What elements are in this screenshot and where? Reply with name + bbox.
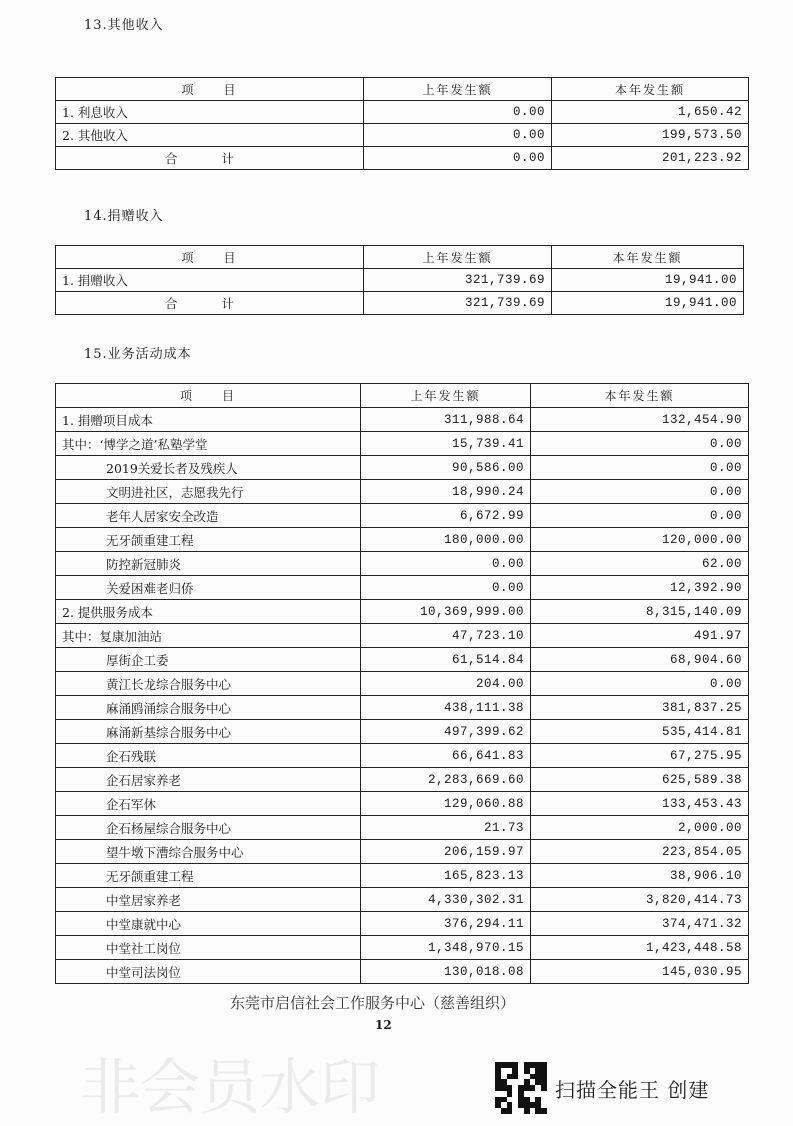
section-13-title: 13.其他收入 (84, 18, 164, 33)
header-curr-year: 本年发生额 (531, 384, 749, 408)
table-row (56, 792, 749, 816)
row-curr: 381,837.25 (531, 696, 749, 720)
watermark: 非会员水印 (80, 1053, 380, 1123)
row-label: 中堂司法岗位 (56, 960, 361, 984)
table-header-row (56, 246, 744, 269)
table-row (56, 504, 749, 528)
row-curr: 0.00 (531, 456, 749, 480)
row-prev: 1,348,970.15 (361, 936, 531, 960)
row-curr: 199,573.50 (552, 124, 749, 147)
row-curr: 19,941.00 (552, 269, 744, 292)
table-row (56, 576, 749, 600)
row-label: 1. 捐赠项目成本 (56, 408, 361, 432)
row-prev: 0.00 (364, 124, 552, 147)
row-curr: 374,471.32 (531, 912, 749, 936)
table-row (56, 408, 749, 432)
row-curr: 2,000.00 (531, 816, 749, 840)
section-14-title: 14.捐赠收入 (84, 209, 164, 224)
row-label: 望牛墩下漕综合服务中心 (56, 840, 361, 864)
row-label: 企石军休 (56, 792, 361, 816)
table-row (56, 269, 744, 292)
row-prev: 206,159.97 (361, 840, 531, 864)
row-curr: 1,650.42 (552, 101, 749, 124)
row-prev: 21.73 (361, 816, 531, 840)
donation-income-table (55, 245, 744, 315)
header-prev-year: 上年发生额 (364, 78, 552, 101)
table-row (56, 888, 749, 912)
row-curr: 625,589.38 (531, 768, 749, 792)
row-curr: 68,904.60 (531, 648, 749, 672)
table-row (56, 648, 749, 672)
row-curr: 67,275.95 (531, 744, 749, 768)
table-row (56, 936, 749, 960)
header-item: 项 目 (56, 78, 364, 101)
row-curr: 120,000.00 (531, 528, 749, 552)
row-prev: 0.00 (361, 576, 531, 600)
total-label: 合 计 (56, 147, 364, 170)
row-label: 2. 其他收入 (56, 124, 364, 147)
header-prev-year: 上年发生额 (364, 246, 552, 269)
table-row (56, 528, 749, 552)
row-prev: 0.00 (364, 101, 552, 124)
table-row (56, 720, 749, 744)
total-curr: 19,941.00 (552, 292, 744, 315)
table-row (56, 696, 749, 720)
row-label: 1. 捐赠收入 (56, 269, 364, 292)
section-15-title: 15.业务活动成本 (84, 347, 192, 362)
row-label: 中堂居家养老 (56, 888, 361, 912)
qr-code-icon (495, 1062, 547, 1114)
row-label: 2019关爱长者及残疾人 (56, 456, 361, 480)
row-curr: 8,315,140.09 (531, 600, 749, 624)
table-header-row (56, 78, 749, 101)
table-row (56, 744, 749, 768)
table-row (56, 552, 749, 576)
table-row (56, 600, 749, 624)
row-curr: 223,854.05 (531, 840, 749, 864)
header-curr-year: 本年发生额 (552, 246, 744, 269)
row-label: 无牙颌重建工程 (56, 528, 361, 552)
row-prev: 180,000.00 (361, 528, 531, 552)
row-prev: 15,739.41 (361, 432, 531, 456)
total-prev: 321,739.69 (364, 292, 552, 315)
table-row (56, 624, 749, 648)
total-row (56, 292, 744, 315)
row-prev: 47,723.10 (361, 624, 531, 648)
row-label: 企石居家养老 (56, 768, 361, 792)
row-prev: 2,283,669.60 (361, 768, 531, 792)
row-curr: 145,030.95 (531, 960, 749, 984)
row-curr: 1,423,448.58 (531, 936, 749, 960)
table-row (56, 912, 749, 936)
row-curr: 535,414.81 (531, 720, 749, 744)
row-prev: 165,823.13 (361, 864, 531, 888)
row-curr: 132,454.90 (531, 408, 749, 432)
row-prev: 438,111.38 (361, 696, 531, 720)
row-prev: 90,586.00 (361, 456, 531, 480)
row-curr: 0.00 (531, 432, 749, 456)
total-row (56, 147, 749, 170)
table-row (56, 768, 749, 792)
table-row (56, 124, 749, 147)
row-prev: 204.00 (361, 672, 531, 696)
row-curr: 0.00 (531, 504, 749, 528)
row-label: 黄江长龙综合服务中心 (56, 672, 361, 696)
row-prev: 6,672.99 (361, 504, 531, 528)
row-label: 企石残联 (56, 744, 361, 768)
header-item: 项 目 (56, 384, 361, 408)
row-label: 文明进社区，志愿我先行 (56, 480, 361, 504)
row-label: 麻涌鸥涌综合服务中心 (56, 696, 361, 720)
row-label: 防控新冠肺炎 (56, 552, 361, 576)
row-label: 中堂社工岗位 (56, 936, 361, 960)
page-number: 12 (375, 1018, 392, 1032)
table-row (56, 960, 749, 984)
row-prev: 61,514.84 (361, 648, 531, 672)
row-label: 厚街企工委 (56, 648, 361, 672)
row-prev: 497,399.62 (361, 720, 531, 744)
row-prev: 0.00 (361, 552, 531, 576)
table-row (56, 432, 749, 456)
row-label: 关爱困难老归侨 (56, 576, 361, 600)
row-prev: 311,988.64 (361, 408, 531, 432)
header-prev-year: 上年发生额 (361, 384, 531, 408)
row-curr: 62.00 (531, 552, 749, 576)
row-label: 1. 利息收入 (56, 101, 364, 124)
row-prev: 18,990.24 (361, 480, 531, 504)
row-curr: 133,453.43 (531, 792, 749, 816)
row-curr: 38,906.10 (531, 864, 749, 888)
row-label: 无牙颌重建工程 (56, 864, 361, 888)
table-row (56, 864, 749, 888)
scanner-credit (495, 1062, 709, 1114)
table-row (56, 816, 749, 840)
row-label: 其中：复康加油站 (56, 624, 361, 648)
total-label: 合 计 (56, 292, 364, 315)
row-prev: 129,060.88 (361, 792, 531, 816)
table-row (56, 101, 749, 124)
table-row (56, 672, 749, 696)
row-curr: 0.00 (531, 672, 749, 696)
total-curr: 201,223.92 (552, 147, 749, 170)
row-label: 老年人居家安全改造 (56, 504, 361, 528)
table-row (56, 480, 749, 504)
business-activity-cost-table (55, 383, 749, 984)
row-label: 2. 提供服务成本 (56, 600, 361, 624)
row-prev: 10,369,999.00 (361, 600, 531, 624)
row-label: 其中：‘博学之道’私塾学堂 (56, 432, 361, 456)
row-prev: 66,641.83 (361, 744, 531, 768)
row-curr: 0.00 (531, 480, 749, 504)
table-row (56, 840, 749, 864)
row-prev: 321,739.69 (364, 269, 552, 292)
total-prev: 0.00 (364, 147, 552, 170)
row-curr: 491.97 (531, 624, 749, 648)
row-curr: 3,820,414.73 (531, 888, 749, 912)
row-curr: 12,392.90 (531, 576, 749, 600)
other-income-table (55, 77, 749, 170)
organization-stamp-text: 东莞市启信社会工作服务中心（慈善组织） (230, 994, 516, 1012)
row-label: 中堂康就中心 (56, 912, 361, 936)
table-row (56, 456, 749, 480)
row-prev: 130,018.08 (361, 960, 531, 984)
row-prev: 4,330,302.31 (361, 888, 531, 912)
header-item: 项 目 (56, 246, 364, 269)
header-curr-year: 本年发生额 (552, 78, 749, 101)
table-header-row (56, 384, 749, 408)
row-label: 企石杨屋综合服务中心 (56, 816, 361, 840)
row-prev: 376,294.11 (361, 912, 531, 936)
scanner-credit-text: 扫描全能王 创建 (555, 1077, 710, 1102)
row-label: 麻涌新基综合服务中心 (56, 720, 361, 744)
